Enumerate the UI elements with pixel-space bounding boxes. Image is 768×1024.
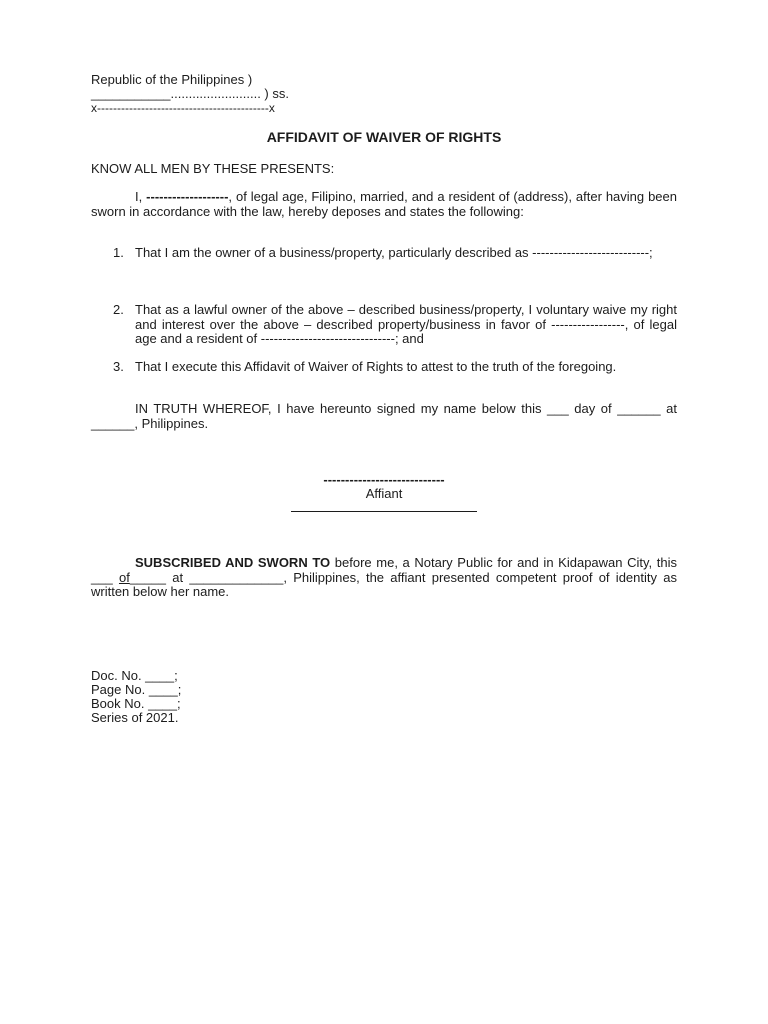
opening-paragraph (91, 190, 677, 219)
item-text: That as a lawful owner of the above – described business/property, I voluntary waive my right and interest over the above – described property/business in favor of -----------------, of legal age and a resident of -------------------------------; and (135, 302, 677, 346)
item-text: That I execute this Affidavit of Waiver of Rights to attest to the truth of the foregoing. (135, 359, 617, 374)
notary-page-no: Page No. ____; (91, 682, 182, 697)
jurat-of: of (118, 569, 130, 585)
item-number: 2. (113, 302, 124, 317)
document-title: AFFIDAVIT OF WAIVER OF RIGHTS (266, 129, 502, 145)
jurat-part2: _____ at _____________, Philippines, the affiant presented competent proof of identity as written below her name. (91, 569, 677, 599)
affiant-label: Affiant (365, 486, 403, 501)
opening-rest: , of legal age, Filipino, married, and a resident of (address), after having been sworn in accordance with the law, hereby deposes and states the following: (91, 189, 677, 219)
jurat-paragraph (91, 556, 677, 600)
notary-book-no: Book No. ____; (91, 696, 181, 711)
item-number: 1. (113, 245, 124, 260)
item-number: 3. (113, 359, 124, 374)
header-venue: ___________......................... ) ss. (91, 86, 289, 101)
signature-blank: ---------------------------- (323, 472, 445, 487)
item-text: That I am the owner of a business/property, particularly described as ---------------------------; (135, 245, 653, 260)
intro-line: KNOW ALL MEN BY THESE PRESENTS: (91, 161, 335, 176)
notary-series: Series of 2021. (91, 710, 179, 725)
opening-name-blank: ------------------- (146, 189, 229, 204)
jurat-part1: before me, a Notary Public for and in Kidapawan City, this ___ (91, 555, 678, 585)
notary-doc-no: Doc. No. ____; (91, 668, 178, 683)
header-separator: x-------------------------------------------x (91, 101, 275, 115)
opening-pre: I, (135, 189, 147, 204)
jurat-bold: SUBSCRIBED AND SWORN TO (135, 555, 331, 570)
signature-line (291, 511, 477, 512)
witness-paragraph: IN TRUTH WHEREOF, I have hereunto signed my name below this ___ day of ______ at ______, Philippines. (91, 401, 677, 431)
header-republic: Republic of the Philippines ) (91, 72, 253, 87)
